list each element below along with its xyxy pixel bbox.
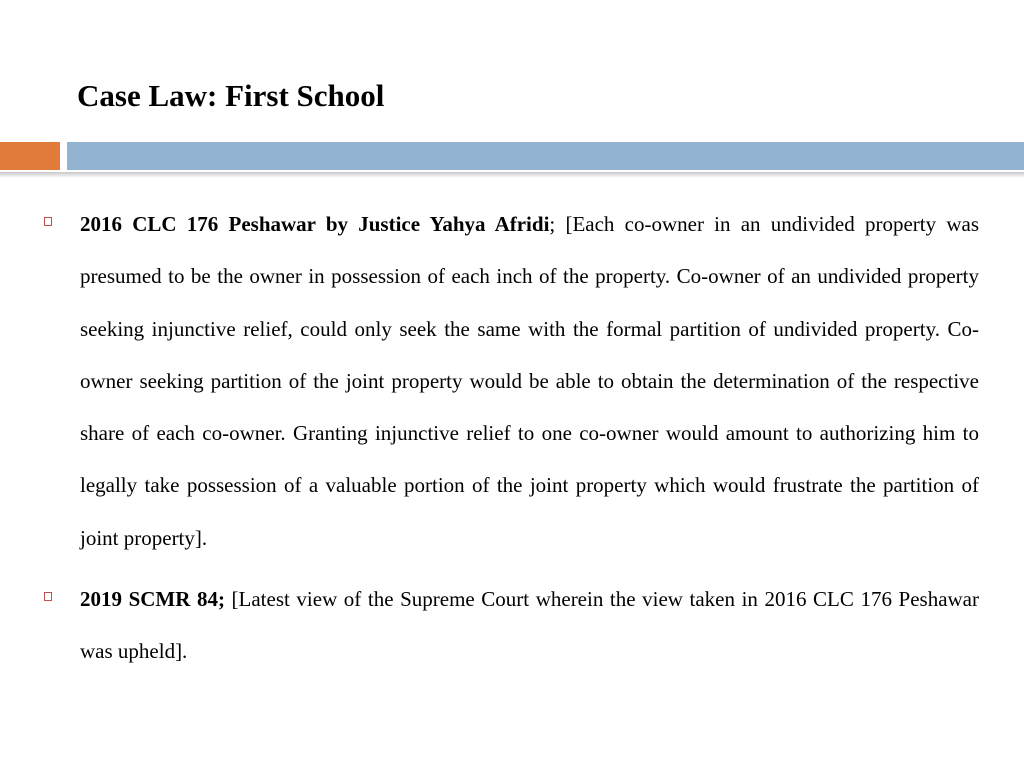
bullet-list (0, 198, 1024, 678)
bullet-item-2016-clc-176 (0, 198, 1024, 564)
bullet-paragraph (80, 573, 979, 678)
title-divider-bar (0, 142, 1024, 180)
blue-divider-band (67, 142, 1024, 170)
case-citation: 2016 CLC 176 Peshawar by Justice Yahya Afridi (80, 212, 550, 236)
case-summary: [Each co-owner in an undivided property was presumed to be the owner in possession of each inch of the property. Co-owner of an undivided property seeking injunctive relief, could only seek the same with the formal partition of undivided property. Co-owner seeking partition of the joint property would be able to obtain the determination of the respective share of each co-owner. Granting injunctive relief to one co-owner would amount to authorizing him to legally take possession of a valuable portion of the joint property which would frustrate the partition of joint property]. (80, 212, 979, 550)
orange-accent-block (0, 142, 60, 170)
bullet-item-2019-scmr-84 (0, 573, 1024, 678)
slide-title: Case Law: First School (77, 78, 385, 113)
citation-separator: ; (549, 212, 556, 236)
divider-shadow (0, 172, 1024, 178)
square-bullet-icon (44, 592, 52, 601)
case-summary: [Latest view of the Supreme Court wherein the view taken in 2016 CLC 176 Peshawar was upheld]. (80, 587, 979, 664)
square-bullet-icon (44, 217, 52, 226)
bullet-paragraph (80, 198, 979, 564)
case-citation: 2019 SCMR 84; (80, 587, 225, 612)
accent-gap (60, 142, 67, 170)
